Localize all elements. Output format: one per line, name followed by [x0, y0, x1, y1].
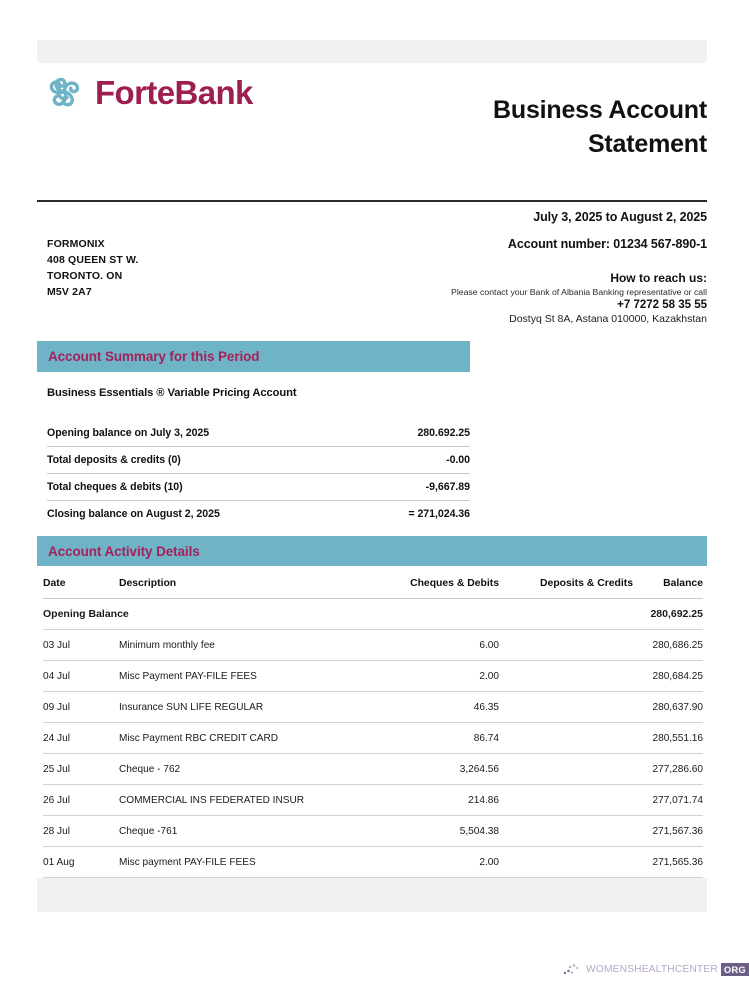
summary-label: Closing balance on August 2, 2025 [47, 501, 359, 528]
transaction-description: Cheque - 762 [119, 754, 363, 785]
account-type-label: Business Essentials ® Variable Pricing Account [47, 387, 297, 399]
transaction-date: 03 Jul [43, 630, 119, 661]
transaction-date: 01 Aug [43, 847, 119, 878]
transaction-debit: 2.00 [363, 847, 499, 878]
summary-value: -9,667.89 [359, 474, 470, 501]
account-activity-table [43, 570, 703, 909]
top-gray-band [37, 40, 707, 63]
table-row [47, 501, 470, 528]
transaction-description: Misc payment PAY-FILE FEES [119, 847, 363, 878]
opening-balance-row [43, 599, 703, 630]
transaction-balance: 280,686.25 [633, 630, 703, 661]
page-title [287, 94, 707, 161]
transaction-description: Minimum monthly fee [119, 630, 363, 661]
transaction-credit [499, 630, 633, 661]
account-number: Account number: 01234 567-890-1 [507, 237, 707, 251]
account-activity-title: Account Activity Details [48, 543, 200, 559]
activity-rows [43, 599, 703, 909]
transaction-date: 25 Jul [43, 754, 119, 785]
transaction-debit: 86.74 [363, 723, 499, 754]
customer-name: FORMONIX [47, 238, 105, 250]
transaction-balance: 277,286.60 [633, 754, 703, 785]
reach-us-label: How to reach us: [610, 271, 707, 285]
summary-value: = 271,024.36 [359, 501, 470, 528]
transaction-description: Insurance SUN LIFE REGULAR [119, 692, 363, 723]
transaction-balance: 280,684.25 [633, 661, 703, 692]
transaction-debit: 3,264.56 [363, 754, 499, 785]
contact-phone: +7 7272 58 35 55 [617, 299, 707, 311]
statement-meta [277, 210, 707, 325]
contact-note: Please contact your Bank of Albania Banking representative or call [451, 287, 707, 297]
watermark [563, 962, 749, 976]
account-summary-title: Account Summary for this Period [48, 349, 260, 364]
transaction-description: COMMERCIAL INS FEDERATED INSUR [119, 785, 363, 816]
table-row [43, 785, 703, 816]
transaction-credit [499, 723, 633, 754]
bank-address: Dostyq St 8A, Astana 010000, Kazakhstan [509, 313, 707, 325]
opening-balance-credit [499, 599, 633, 630]
transaction-debit: 2.00 [363, 661, 499, 692]
dots-icon [563, 962, 583, 976]
transaction-date: 28 Jul [43, 816, 119, 847]
table-row [43, 754, 703, 785]
transaction-balance: 271,567.36 [633, 816, 703, 847]
summary-label: Total deposits & credits (0) [47, 447, 359, 474]
page-title-line1: Business Account [493, 96, 707, 124]
summary-value: -0.00 [359, 447, 470, 474]
opening-balance-label: Opening Balance [43, 599, 363, 630]
table-row [43, 816, 703, 847]
opening-balance-debit [363, 599, 499, 630]
account-activity-header [37, 536, 707, 566]
transaction-debit: 5,504.38 [363, 816, 499, 847]
table-row [43, 723, 703, 754]
transaction-debit: 6.00 [363, 630, 499, 661]
summary-label: Opening balance on July 3, 2025 [47, 427, 210, 439]
transaction-date: 26 Jul [43, 785, 119, 816]
customer-address-line1: 408 QUEEN ST W. [47, 253, 139, 266]
transaction-credit [499, 816, 633, 847]
column-header-balance: Balance [633, 570, 703, 599]
transaction-debit: 214.86 [363, 785, 499, 816]
table-row [47, 474, 470, 501]
transaction-credit [499, 847, 633, 878]
transaction-balance: 271,565.36 [633, 847, 703, 878]
statement-header [37, 66, 707, 186]
bottom-gray-band [37, 878, 707, 912]
watermark-text: WOMENSHEALTHCENTER [586, 963, 718, 975]
transaction-credit [499, 754, 633, 785]
column-header-description: Description [119, 570, 363, 599]
customer-postal-code: M5V 2A7 [47, 285, 92, 298]
summary-value: 280.692.25 [417, 427, 470, 439]
transaction-credit [499, 661, 633, 692]
summary-label: Total cheques & debits (10) [47, 474, 359, 501]
table-row [43, 847, 703, 878]
watermark-badge: ORG [721, 963, 749, 976]
transaction-date: 04 Jul [43, 661, 119, 692]
transaction-date: 09 Jul [43, 692, 119, 723]
table-row [47, 447, 470, 474]
column-header-date: Date [43, 570, 119, 599]
brand-name: ForteBank [95, 73, 253, 111]
transaction-balance: 280,551.16 [633, 723, 703, 754]
statement-period: July 3, 2025 to August 2, 2025 [533, 210, 707, 224]
brand-logo [43, 70, 253, 114]
table-row [43, 630, 703, 661]
column-header-debits: Cheques & Debits [363, 570, 499, 599]
page-title-line2: Statement [587, 129, 707, 158]
account-summary-header [37, 341, 470, 372]
account-summary-table [47, 420, 470, 527]
transaction-credit [499, 692, 633, 723]
swirl-logo-icon [43, 70, 87, 114]
transaction-balance: 280,637.90 [633, 692, 703, 723]
customer-address-line2: TORONTO. ON [47, 269, 123, 282]
transaction-description: Misc Payment PAY-FILE FEES [119, 661, 363, 692]
transaction-description: Cheque -761 [119, 816, 363, 847]
transaction-description: Misc Payment RBC CREDIT CARD [119, 723, 363, 754]
column-header-credits: Deposits & Credits [499, 570, 633, 599]
table-row [43, 661, 703, 692]
transaction-balance: 277,071.74 [633, 785, 703, 816]
table-header-row [43, 570, 703, 599]
opening-balance-value: 280,692.25 [633, 599, 703, 630]
table-row [47, 420, 470, 447]
transaction-date: 24 Jul [43, 723, 119, 754]
header-divider [37, 200, 707, 202]
customer-address [47, 237, 139, 301]
transaction-debit: 46.35 [363, 692, 499, 723]
transaction-credit [499, 785, 633, 816]
table-row [43, 692, 703, 723]
